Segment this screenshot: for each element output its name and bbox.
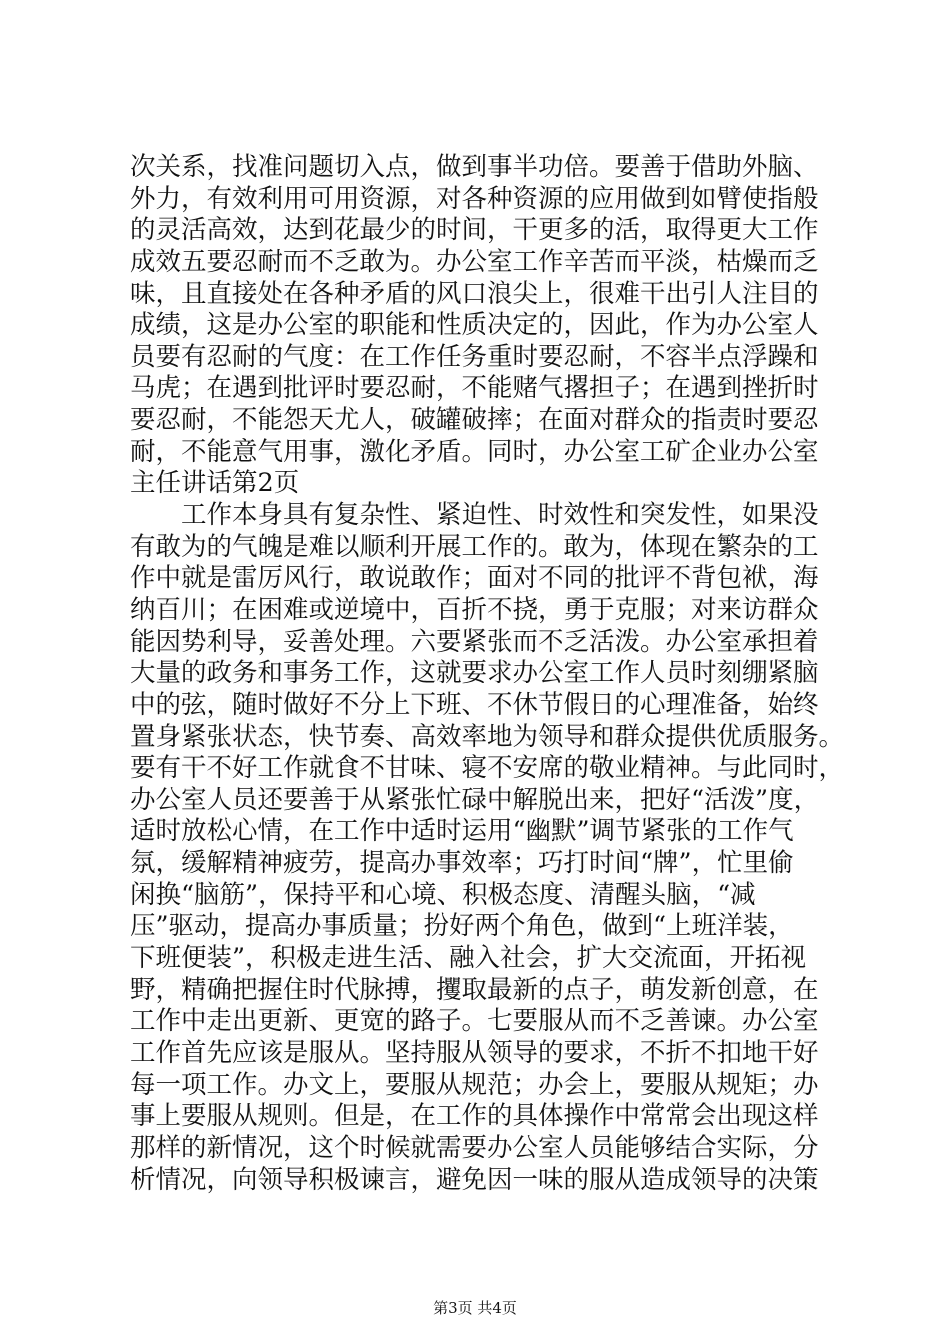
text-line: 闲换“脑筋”，保持平和心境、积极态度、清醒头脑，“减: [130, 879, 756, 910]
text-line: 适时放松心情，在工作中适时运用“幽默”调节紧张的工作气: [130, 816, 794, 847]
text-line: 下班便装”，积极走进生活、融入社会，扩大交流面，开拓视: [130, 943, 807, 974]
text-line: 纳百川；在困难或逆境中，百折不挠，勇于克服；对来访群众: [130, 594, 819, 625]
text-line: 事上要服从规则。但是，在工作的具体操作中常常会出现这样: [130, 1101, 819, 1132]
text-line: 析情况，向领导积极谏言，避免因一味的服从造成领导的决策: [130, 1164, 819, 1195]
text-line: 能因势利导，妥善处理。六要紧张而不乏活泼。办公室承担着: [130, 626, 819, 657]
text-line: 办公室人员还要善于从紧张忙碌中解脱出来，把好“活泼”度，: [130, 784, 820, 815]
text-line: 野，精确把握住时代脉搏，攫取最新的点子，萌发新创意，在: [130, 974, 819, 1005]
text-line: 味，且直接处在各种矛盾的风口浪尖上，很难干出引人注目的: [130, 278, 819, 309]
text-line: 大量的政务和事务工作，这就要求办公室工作人员时刻绷紧脑: [130, 658, 819, 689]
text-line: 要忍耐，不能怨天尤人，破罐破摔；在面对群众的指责时要忍: [130, 405, 819, 436]
text-line: 压”驱动，提高办事质量；扮好两个角色，做到“上班洋装，: [130, 911, 794, 942]
page-footer: [0, 1298, 950, 1318]
page-number-label: 第3页 共4页: [433, 1299, 517, 1317]
text-line: 作中就是雷厉风行，敢说敢作；面对不同的批评不背包袱，海: [130, 563, 819, 594]
text-line: 成效五要忍耐而不乏敢为。办公室工作辛苦而平淡，枯燥而乏: [130, 246, 819, 277]
text-line: 工作本身具有复杂性、紧迫性、时效性和突发性，如果没: [130, 500, 819, 531]
text-line: 的灵活高效，达到花最少的时间，干更多的活，取得更大工作: [130, 215, 819, 246]
text-line: 每一项工作。办文上，要服从规范；办会上，要服从规矩；办: [130, 1069, 819, 1100]
text-line: 那样的新情况，这个时候就需要办公室人员能够结合实际，分: [130, 1132, 819, 1163]
text-line: 成绩，这是办公室的职能和性质决定的，因此，作为办公室人: [130, 310, 819, 341]
text-line: 中的弦，随时做好不分上下班、不休节假日的心理准备，始终: [130, 689, 819, 720]
body-text: [130, 152, 845, 1196]
text-line: 置身紧张状态，快节奏、高效率地为领导和群众提供优质服务。: [130, 721, 845, 752]
text-line: 员要有忍耐的气度：在工作任务重时要忍耐，不容半点浮躁和: [130, 341, 819, 372]
text-line: 氛，缓解精神疲劳，提高办事效率；巧打时间“牌”，忙里偷: [130, 848, 794, 879]
text-line: 次关系，找准问题切入点，做到事半功倍。要善于借助外脑、: [130, 152, 819, 182]
text-line: 主任讲话第2页: [130, 468, 300, 499]
text-line: 有敢为的气魄是难以顺利开展工作的。敢为，体现在繁杂的工: [130, 531, 819, 562]
text-line: 工作首先应该是服从。坚持服从领导的要求，不折不扣地干好: [130, 1037, 819, 1068]
text-line: 外力，有效利用可用资源，对各种资源的应用做到如臂使指般: [130, 183, 819, 214]
text-line: 马虎；在遇到批评时要忍耐，不能赌气撂担子；在遇到挫折时: [130, 373, 819, 404]
text-line: 耐，不能意气用事，激化矛盾。同时，办公室工矿企业办公室: [130, 436, 819, 467]
text-line: 工作中走出更新、更宽的路子。七要服从而不乏善谏。办公室: [130, 1006, 819, 1037]
text-line: 要有干不好工作就食不甘味、寝不安席的敬业精神。与此同时，: [130, 753, 845, 784]
